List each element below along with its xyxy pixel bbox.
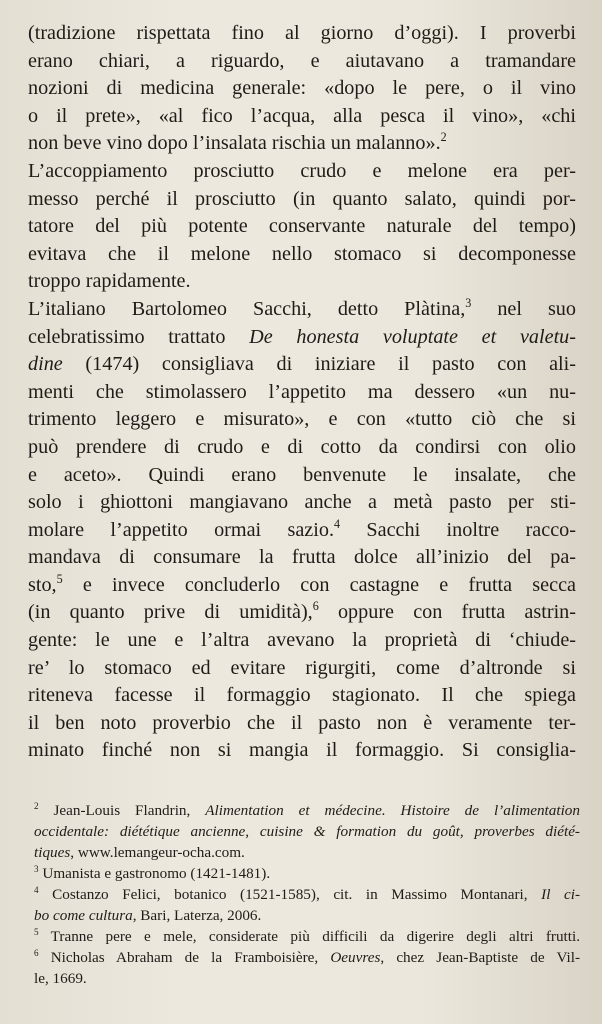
text-line xyxy=(28,241,576,269)
italic-text: bo come cultura xyxy=(34,907,133,924)
text-run: gente: le une e l’altra avevano la proprietà di ‘chiude- xyxy=(28,629,576,652)
text-run: nel suo xyxy=(471,297,576,320)
footnote-line xyxy=(34,821,580,842)
text-run: Jean-Louis Flandrin, xyxy=(38,802,206,819)
text-line xyxy=(28,324,576,352)
footnote-ref: 2 xyxy=(34,801,39,812)
text-line xyxy=(28,462,576,490)
text-line xyxy=(28,213,576,241)
text-line xyxy=(28,627,576,655)
text-run: nozioni di medicina generale: «dopo le pere, o il vino xyxy=(28,77,576,100)
main-text xyxy=(28,20,576,765)
footnote-ref: 4 xyxy=(34,885,39,896)
italic-text: Il ci- xyxy=(541,886,581,903)
text-run: oppure con frutta astrin- xyxy=(318,601,576,624)
text-line xyxy=(28,48,576,76)
text-line xyxy=(28,489,576,517)
footnote-line xyxy=(34,947,580,968)
text-run: non beve vino dopo l’insalata rischia un malanno». xyxy=(28,132,441,155)
footnote-line xyxy=(34,884,580,905)
text-line xyxy=(28,186,576,214)
text-run: re’ lo stomaco ed evitare rigurgiti, come d’altronde si xyxy=(28,656,576,679)
text-run: (tradizione rispettata fino al giorno d’oggi). I proverbi xyxy=(28,22,576,44)
footnote-ref: 4 xyxy=(334,516,341,531)
text-run: il ben noto proverbio che il pasto non è veramente ter- xyxy=(28,711,576,734)
footnote-line xyxy=(34,905,580,926)
text-run: solo i ghiottoni mangiavano anche a metà pasto per sti- xyxy=(28,491,576,514)
text-line xyxy=(28,682,576,710)
footnote-line xyxy=(34,800,580,821)
text-run: celebratissimo trattato xyxy=(28,325,250,348)
text-run: (in quanto prive di umidità), xyxy=(28,601,313,624)
italic-text: Oeuvres xyxy=(330,949,381,966)
text-run: messo perché il prosciutto (in quanto salato, quindi por- xyxy=(28,187,576,210)
text-line xyxy=(28,75,576,103)
text-run: , www.lemangeur-ocha.com. xyxy=(70,844,245,861)
footnote-ref: 6 xyxy=(312,599,319,614)
text-line xyxy=(28,544,576,572)
footnote-line xyxy=(34,926,580,947)
text-run: Tranne pere e mele, considerate più difficili da digerire degli altri frutti. xyxy=(38,928,580,945)
text-run: riteneva facesse il formaggio stagionato. Il che spiega xyxy=(28,684,576,707)
text-run: molare l’appetito ormai sazio. xyxy=(28,518,335,541)
text-run: minato finché non si mangia il formaggio. Si consiglia- xyxy=(28,739,576,762)
text-line xyxy=(28,710,576,738)
text-line xyxy=(28,103,576,131)
text-run: evitava che il melone nello stomaco si decomponesse xyxy=(28,242,576,265)
text-line xyxy=(28,296,576,324)
footnote-ref: 3 xyxy=(465,296,472,311)
footnote-ref: 2 xyxy=(440,130,447,145)
text-run: Umanista e gastronomo (1421-1481). xyxy=(38,865,271,882)
text-run: Nicholas Abraham de la Framboisière, xyxy=(38,949,331,966)
text-run: le, 1669. xyxy=(34,970,87,987)
footnote-line xyxy=(34,863,580,884)
footnote-ref: 6 xyxy=(34,948,39,959)
footnote-ref: 3 xyxy=(34,864,39,875)
text-run: (1474) consigliava di iniziare il pasto con ali- xyxy=(62,353,576,376)
text-run: mandava di consumare la frutta dolce all’inizio del pa- xyxy=(28,546,576,569)
text-line xyxy=(28,158,576,186)
text-line xyxy=(28,351,576,379)
text-run: L’italiano Bartolomeo Sacchi, detto Plàtina, xyxy=(28,297,466,320)
text-run: Costanzo Felici, botanico (1521-1585), cit. in Massimo Montanari, xyxy=(38,886,542,903)
text-run: sto, xyxy=(28,573,57,596)
italic-text: De honesta voluptate et valetu- xyxy=(249,325,576,348)
text-run: può prendere di crudo e di cotto da condirsi con olio xyxy=(28,435,576,458)
text-run: tatore del più potente conservante naturale del tempo) xyxy=(28,215,576,238)
italic-text: tiques xyxy=(34,844,71,861)
text-run: , Bari, Laterza, 2006. xyxy=(132,907,262,924)
text-line xyxy=(28,737,576,765)
italic-text: dine xyxy=(28,353,63,376)
footnote-line xyxy=(34,968,580,989)
text-run: menti che stimolassero l’appetito ma dessero «un nu- xyxy=(28,380,576,403)
text-line xyxy=(28,599,576,627)
text-line xyxy=(28,130,576,158)
text-run: troppo rapidamente. xyxy=(28,270,191,293)
text-run: , chez Jean-Baptiste de Vil- xyxy=(380,949,580,966)
text-line xyxy=(28,517,576,545)
text-line xyxy=(28,434,576,462)
text-line xyxy=(28,20,576,48)
text-line xyxy=(28,268,576,296)
text-line xyxy=(28,379,576,407)
footnotes xyxy=(34,800,580,989)
italic-text: occidentale: diététique ancienne, cuisine & formation du goût, proverbes diété- xyxy=(34,823,580,840)
text-run: L’accoppiamento prosciutto crudo e melone era per- xyxy=(28,159,576,182)
italic-text: Alimentation et médecine. Histoire de l’alimentation xyxy=(205,802,580,819)
text-run: e aceto». Quindi erano benvenute le insalate, che xyxy=(28,463,576,486)
text-run: trimento leggero e misurato», e con «tutto ciò che si xyxy=(28,408,576,431)
footnote-ref: 5 xyxy=(34,927,39,938)
text-line xyxy=(28,406,576,434)
text-run: Sacchi inoltre racco- xyxy=(340,518,576,541)
text-run: erano chiari, a riguardo, e aiutavano a tramandare xyxy=(28,49,576,72)
footnote-line xyxy=(34,842,580,863)
text-line xyxy=(28,655,576,683)
text-run: e invece concluderlo con castagne e frutta secca xyxy=(62,573,576,596)
text-run: o il prete», «al fico l’acqua, alla pesca il vino», «chi xyxy=(28,104,576,127)
footnote-ref: 5 xyxy=(56,572,63,586)
text-line xyxy=(28,572,576,600)
